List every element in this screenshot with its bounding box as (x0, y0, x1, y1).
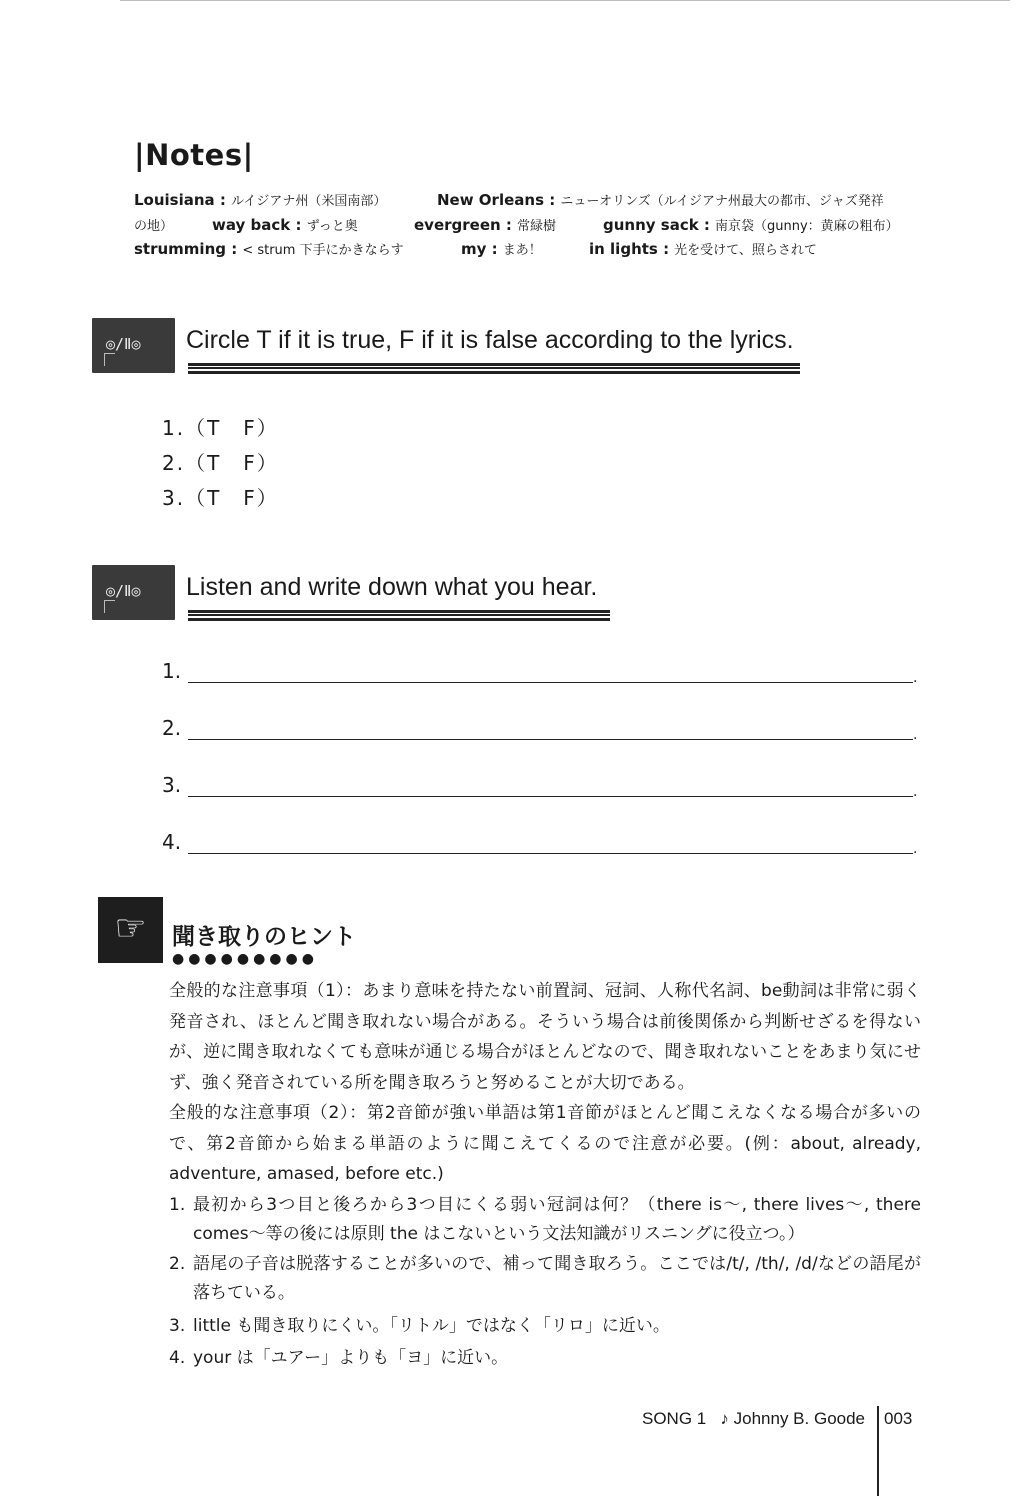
write-line[interactable] (188, 739, 913, 740)
tf-item-1[interactable]: 1.（T F） (162, 416, 279, 440)
pointing-hand-icon: ☞ (98, 897, 163, 963)
write-item-number: 4. (162, 830, 182, 854)
write-line[interactable] (188, 682, 913, 683)
tf-item-3[interactable]: 3.（T F） (162, 486, 279, 510)
section2-title: Listen and write down what you hear. (186, 573, 598, 601)
cassette-icon: ◎/Ⅱ◎ (92, 318, 175, 373)
note-term-evergreen: evergreen : 常緑樹 (414, 216, 557, 234)
tf-item-2[interactable]: 2.（T F） (162, 451, 279, 475)
write-item-number: 1. (162, 659, 182, 683)
note-term-new-orleans-cont: の地） (134, 219, 174, 234)
write-line[interactable] (188, 853, 913, 854)
write-line-period: . (913, 784, 918, 800)
write-item-number: 2. (162, 716, 182, 740)
footer-song-title: ♪ Johnny B. Goode (720, 1409, 866, 1428)
write-line-period: . (913, 670, 918, 686)
hints-title: 聞き取りのヒント (172, 924, 356, 950)
footer-song (642, 1409, 865, 1429)
hints-paragraph-1: 全般的な注意事項（1）：あまり意味を持たない前置詞、冠詞、人称代名詞、be動詞は非常に弱く発音され、ほとんど聞き取れない場合がある。そういう場合は前後関係から判断せざるを得ないが、逆に聞き取れなくても意味が通じる場合がほとんどなので、聞き取れないことをあまり気にせず、強く発音されている所を聞き取ろうと努めることが大切である。 (169, 981, 921, 1093)
hint-item: 4. your は「ユアー」よりも「ヨ」に近い。 (169, 1348, 509, 1368)
hints-paragraph-2: 全般的な注意事項（2）：第2音節が強い単語は第1音節がほとんど聞こえなくなる場合が多いので、第2音節から始まる単語のように聞こえてくるので注意が必要。(例：about, already, adventure, amased, before etc.) (169, 1103, 921, 1184)
hint-item: 1. 最初から3つ目と後ろから3つ目にくる弱い冠詞は何？（there is～, there lives～, there comes～等の後には原則 the はこないという文法知識がリスニングに役立つ。） (169, 1195, 921, 1244)
page-number: 003 (884, 1409, 913, 1428)
note-term-gunny-sack: gunny sack : 南京袋（gunny：黄麻の粗布） (603, 216, 899, 234)
footer-divider (877, 1406, 879, 1496)
note-term-way-back: way back : ずっと奥 (212, 216, 358, 234)
note-term-my: my : まあ！ (461, 240, 542, 258)
hint-item: 3. little も聞き取りにくい。「リトル」ではなく「リロ」に近い。 (169, 1316, 670, 1336)
notes-title: |Notes| (134, 138, 254, 172)
section1-title: Circle T if it is true, F if it is false according to the lyrics. (186, 326, 794, 354)
notes-terms (134, 190, 934, 265)
section1-rule (188, 363, 800, 374)
hints-dots: ●●●●●●●●● (172, 951, 318, 967)
write-line[interactable] (188, 796, 913, 797)
cassette-icon: ◎/Ⅱ◎ (92, 565, 175, 620)
hint-item: 2. 語尾の子音は脱落することが多いので、補って聞き取ろう。ここでは/t/, /th/, /d/などの語尾が落ちている。 (169, 1254, 921, 1303)
note-term-in-lights: in lights : 光を受けて、照らされて (589, 240, 817, 258)
write-line-period: . (913, 841, 918, 857)
note-term-new-orleans: New Orleans : ニューオリンズ（ルイジアナ州最大の都市、ジャズ発祥 (437, 191, 884, 209)
note-term-strumming: strumming : < strum 下手にかきならす (134, 240, 404, 258)
note-term-louisiana: Louisiana : ルイジアナ州（米国南部） (134, 191, 387, 209)
top-rule (120, 0, 1010, 1)
write-item-number: 3. (162, 773, 182, 797)
section2-rule (188, 610, 610, 621)
footer-song-label: SONG 1 (642, 1409, 707, 1428)
write-line-period: . (913, 727, 918, 743)
